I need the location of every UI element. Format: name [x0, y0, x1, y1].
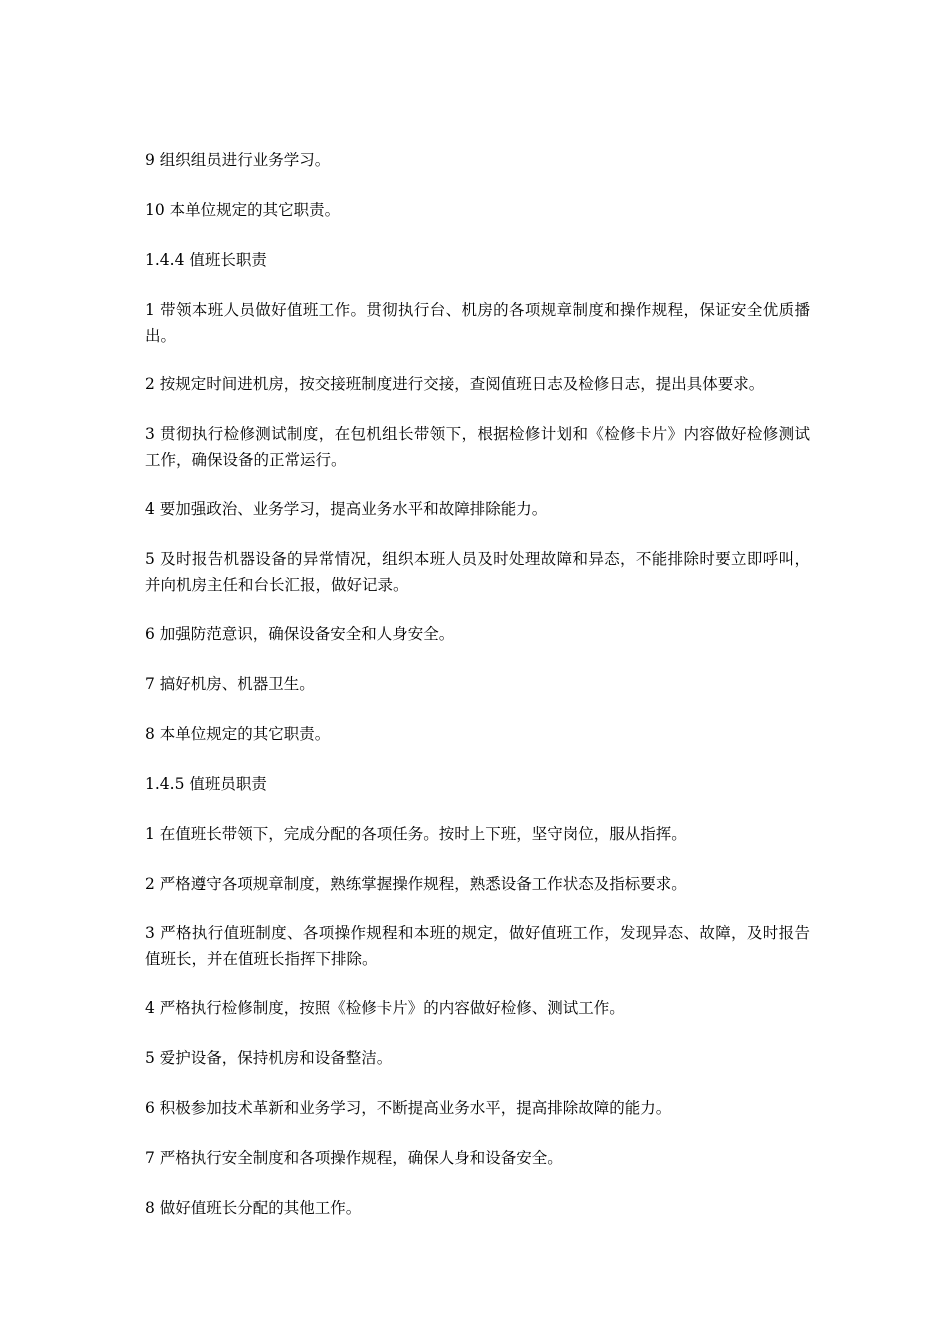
paragraph-operator-1: 1 在值班长带领下，完成分配的各项任务。按时上下班，坚守岗位，服从指挥。	[145, 825, 687, 843]
paragraph-shift-leader-3: 3 贯彻执行检修测试制度，在包机组长带领下，根据检修计划和《检修卡片》内容做好检修测试工作，确保设备的正常运行。	[145, 425, 810, 469]
paragraph-operator-4: 4 严格执行检修制度，按照《检修卡片》的内容做好检修、测试工作。	[145, 999, 625, 1017]
paragraph-shift-leader-2: 2 按规定时间进机房，按交接班制度进行交接，查阅值班日志及检修日志，提出具体要求。	[145, 375, 765, 393]
section-heading-1-4-5: 1.4.5 值班员职责	[145, 775, 267, 793]
paragraph-item-10-other-duties: 10 本单位规定的其它职责。	[145, 201, 341, 219]
paragraph-shift-leader-4: 4 要加强政治、业务学习，提高业务水平和故障排除能力。	[145, 500, 548, 518]
paragraph-operator-2: 2 严格遵守各项规章制度，熟练掌握操作规程，熟悉设备工作状态及指标要求。	[145, 875, 687, 893]
paragraph-shift-leader-1: 1 带领本班人员做好值班工作。贯彻执行台、机房的各项规章制度和操作规程，保证安全优质播出。	[145, 301, 810, 345]
section-heading-1-4-4: 1.4.4 值班长职责	[145, 251, 267, 269]
paragraph-shift-leader-7: 7 搞好机房、机器卫生。	[145, 675, 315, 693]
paragraph-shift-leader-6: 6 加强防范意识，确保设备安全和人身安全。	[145, 625, 455, 643]
paragraph-shift-leader-8: 8 本单位规定的其它职责。	[145, 725, 331, 743]
paragraph-operator-3: 3 严格执行值班制度、各项操作规程和本班的规定，做好值班工作，发现异态、故障，及时报告值班长，并在值班长指挥下排除。	[145, 924, 810, 968]
paragraph-operator-6: 6 积极参加技术革新和业务学习，不断提高业务水平，提高排除故障的能力。	[145, 1099, 672, 1117]
paragraph-operator-5: 5 爱护设备，保持机房和设备整洁。	[145, 1049, 393, 1067]
paragraph-operator-8: 8 做好值班长分配的其他工作。	[145, 1199, 362, 1217]
paragraph-shift-leader-5: 5 及时报告机器设备的异常情况，组织本班人员及时处理故障和异态，不能排除时要立即呼叫，并向机房主任和台长汇报，做好记录。	[145, 550, 810, 594]
paragraph-item-9-study: 9 组织组员进行业务学习。	[145, 151, 331, 169]
paragraph-operator-7: 7 严格执行安全制度和各项操作规程，确保人身和设备安全。	[145, 1149, 563, 1167]
